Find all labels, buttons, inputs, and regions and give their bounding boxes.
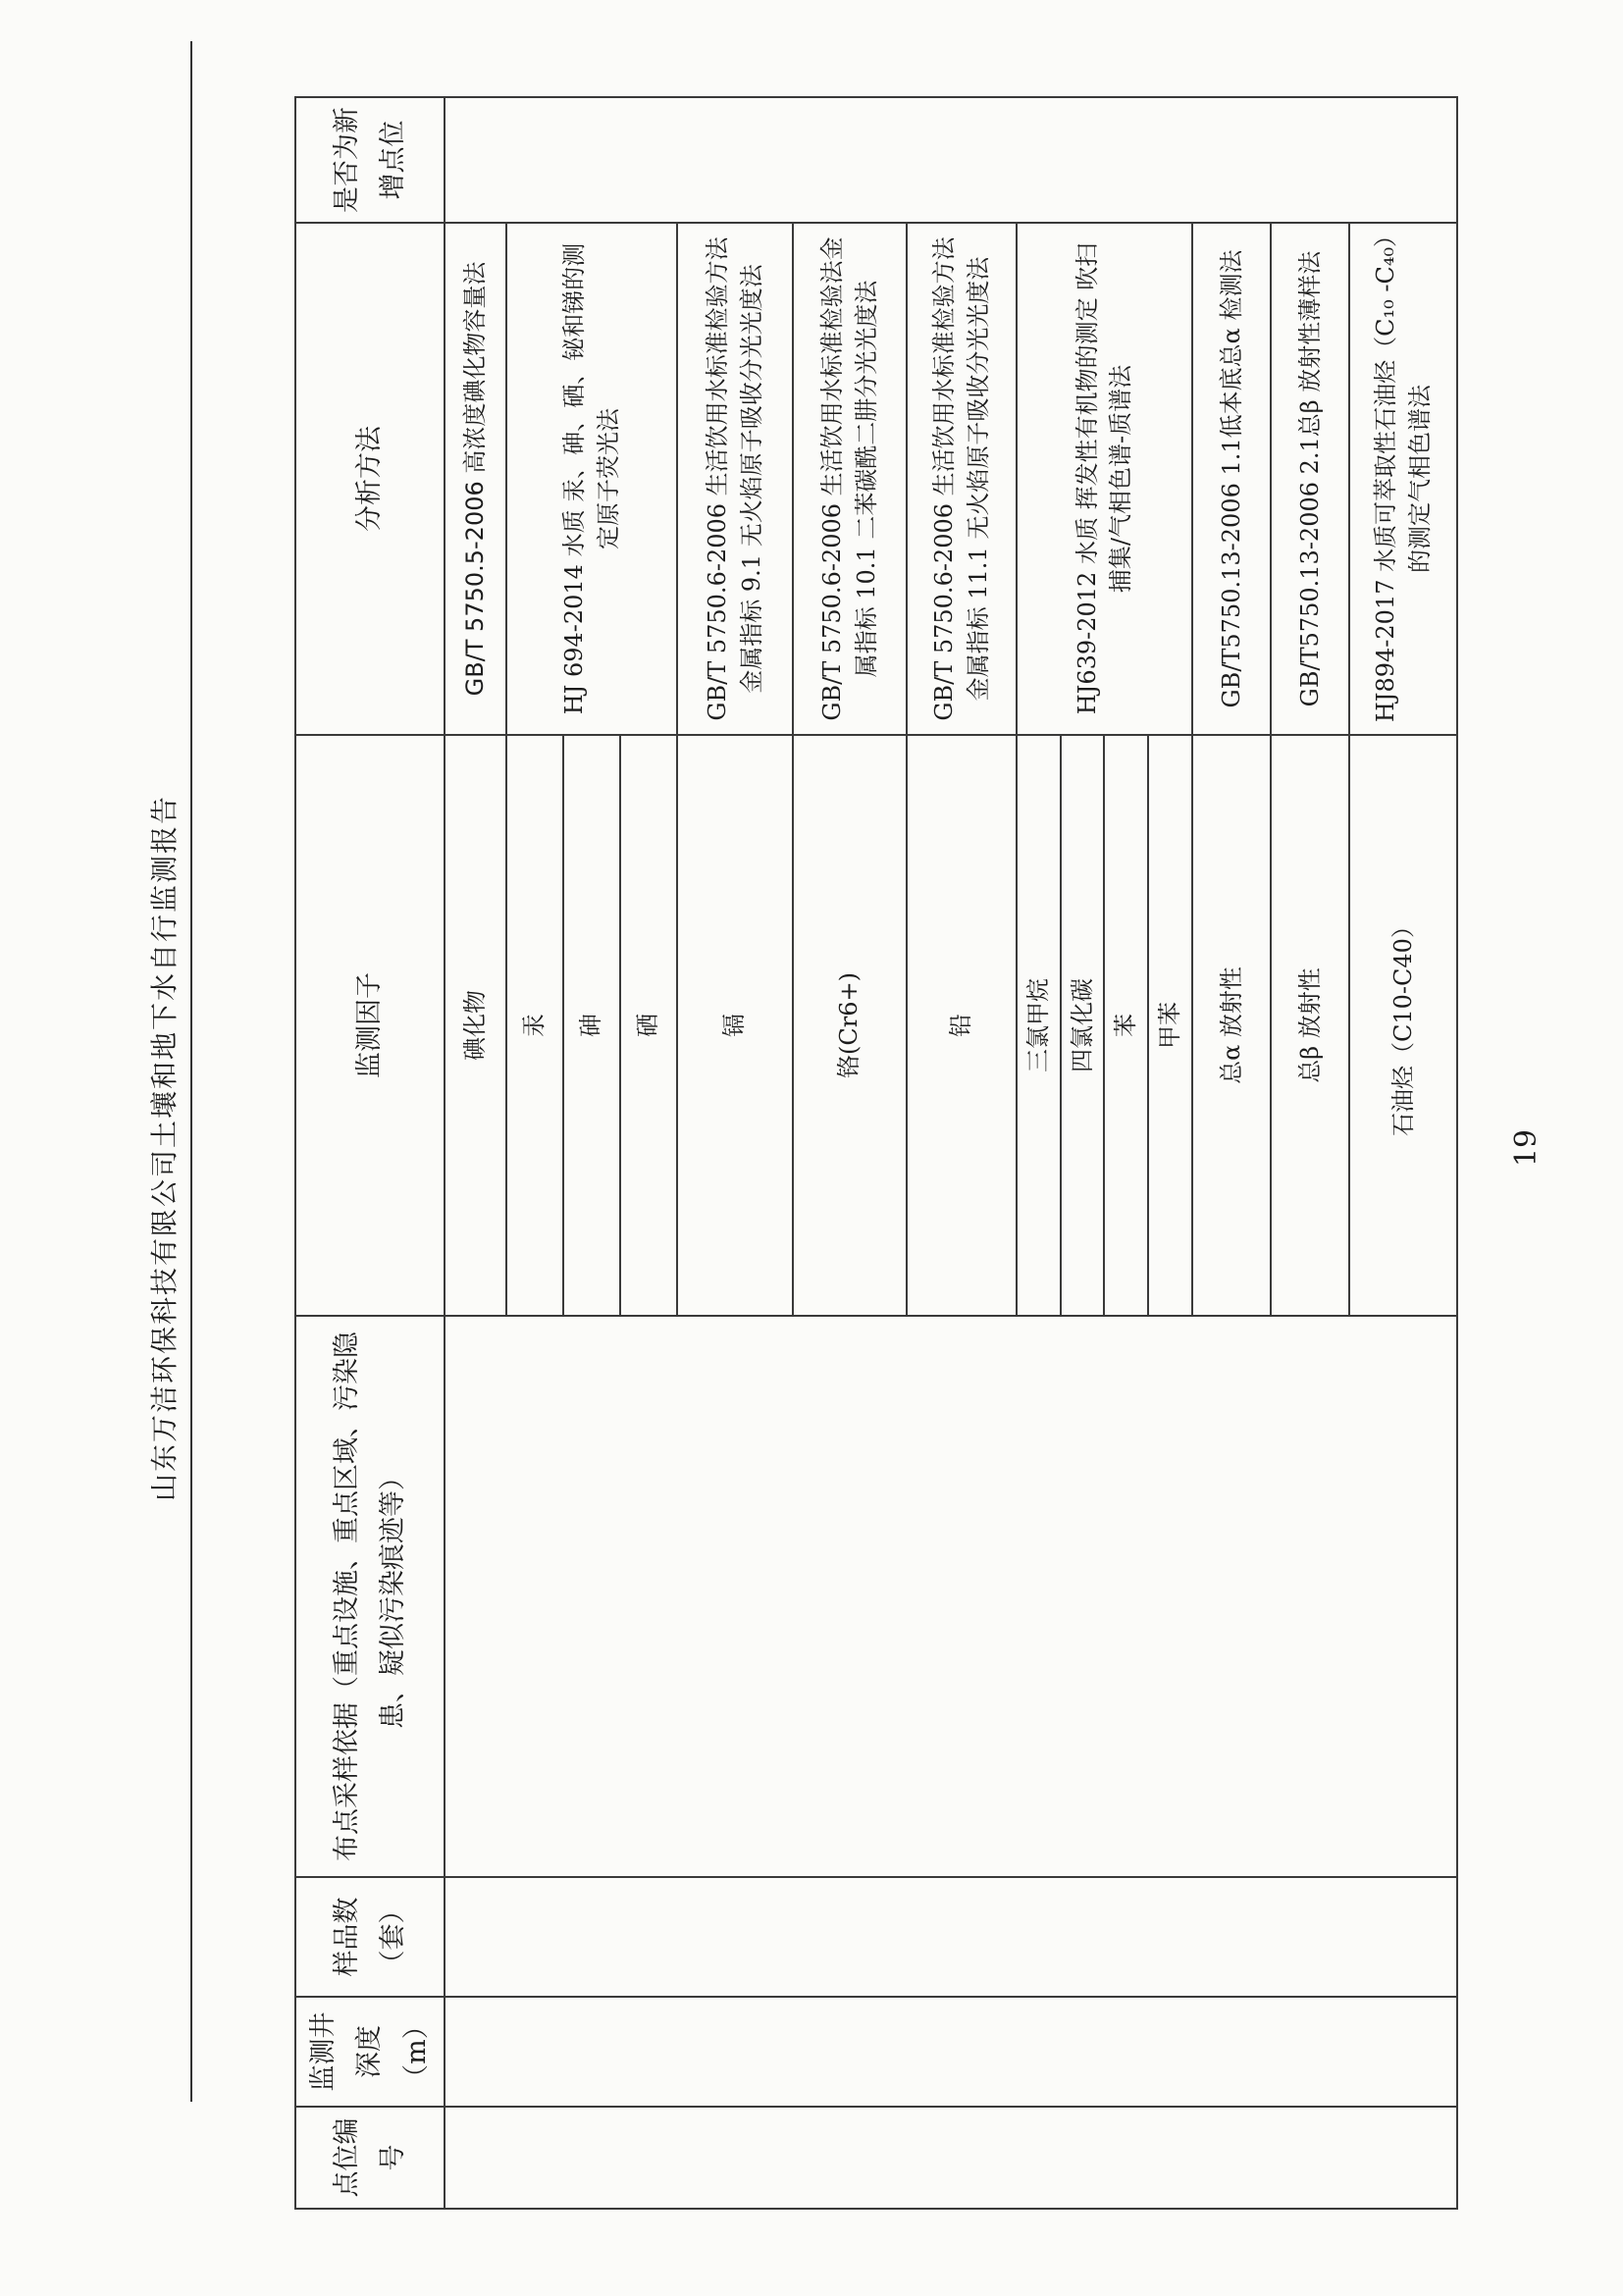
factor-gross-alpha: 总α 放射性	[1192, 735, 1271, 1316]
table-row	[445, 97, 506, 2209]
monitoring-table	[294, 96, 1458, 2210]
factor-arsenic: 砷	[563, 735, 620, 1316]
col-point-id: 点位编号	[295, 2107, 445, 2209]
cell-samples	[445, 1877, 1457, 1997]
cell-is-new	[445, 97, 1457, 223]
header-row	[295, 97, 445, 2209]
report-header-title: 山东万洁环保科技有限公司土壤和地下水自行监测报告	[148, 795, 181, 1502]
col-basis: 布点采样依据（重点设施、重点区域、污染隐患、疑似污染痕迹等）	[295, 1316, 445, 1877]
method-chromium: GB/T 5750.6-2006 生活饮用水标准检验法金属指标 10.1 二苯碳酰二肼分光光度法	[793, 223, 907, 735]
col-depth: 监测井深度（m）	[295, 1997, 445, 2107]
page-number: 19	[1509, 1128, 1544, 1168]
method-gross-beta: GB/T5750.13-2006 2.1总β 放射性薄样法	[1271, 223, 1349, 735]
method-lead: GB/T 5750.6-2006 生活饮用水标准检验方法金属指标 11.1 无火焰原子吸收分光光度法	[907, 223, 1017, 735]
factor-carbon-tetrachloride: 四氯化碳	[1061, 735, 1105, 1316]
method-hj639: HJ639-2012 水质 挥发性有机物的测定 吹扫捕集/气相色谱-质谱法	[1017, 223, 1192, 735]
header-rule	[190, 41, 192, 2102]
method-cadmium: GB/T 5750.6-2006 生活饮用水标准检验方法金属指标 9.1 无火焰原子吸收分光光度法	[677, 223, 793, 735]
col-factor: 监测因子	[295, 735, 445, 1316]
col-samples: 样品数（套）	[295, 1877, 445, 1997]
factor-iodide: 碘化物	[445, 735, 506, 1316]
factor-benzene: 苯	[1104, 735, 1148, 1316]
col-is-new: 是否为新增点位	[295, 97, 445, 223]
factor-lead: 铅	[907, 735, 1017, 1316]
cell-depth	[445, 1997, 1457, 2107]
cell-point-id	[445, 2107, 1457, 2209]
factor-chloroform: 三氯甲烷	[1017, 735, 1061, 1316]
col-method: 分析方法	[295, 223, 445, 735]
method-petroleum-hydrocarbons: HJ894-2017 水质可萃取性石油烃（C₁₀ -C₄₀）的测定气相色谱法	[1349, 223, 1457, 735]
factor-chromium: 铬(Cr6+)	[793, 735, 907, 1316]
factor-mercury: 汞	[506, 735, 563, 1316]
method-gross-alpha: GB/T5750.13-2006 1.1低本底总α 检测法	[1192, 223, 1271, 735]
factor-cadmium: 镉	[677, 735, 793, 1316]
method-hj694: HJ 694-2014 水质 汞、砷、硒、铋和锑的测定原子荧光法	[506, 223, 677, 735]
cell-basis	[445, 1316, 1457, 1877]
factor-petroleum-hydrocarbons: 石油烃（C10-C40）	[1349, 735, 1457, 1316]
factor-selenium: 硒	[620, 735, 677, 1316]
method-iodide: GB/T 5750.5-2006 高浓度碘化物容量法	[445, 223, 506, 735]
factor-toluene: 甲苯	[1148, 735, 1192, 1316]
factor-gross-beta: 总β 放射性	[1271, 735, 1349, 1316]
